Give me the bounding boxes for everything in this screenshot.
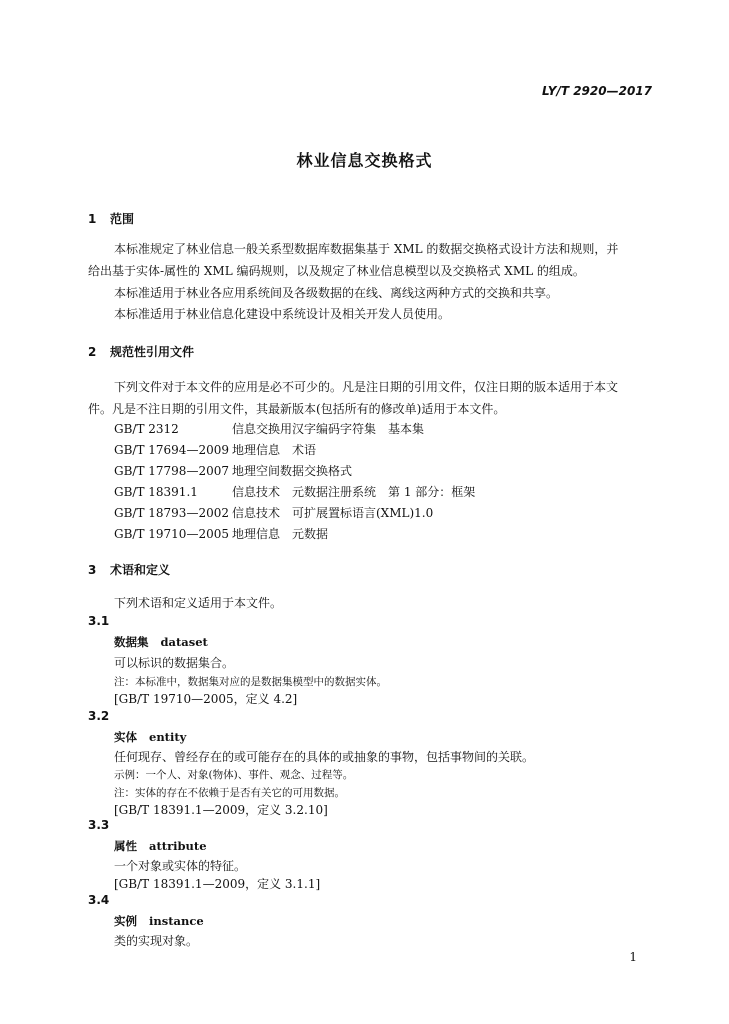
term-definition: 类的实现对象。 xyxy=(114,934,199,948)
reference-title: 地理空间数据交换格式 xyxy=(232,464,353,478)
reference-code: GB/T 19710—2005 xyxy=(114,527,229,541)
reference-code: GB/T 17694—2009 xyxy=(114,443,229,457)
term-number: 3.1 xyxy=(88,614,110,628)
reference-item xyxy=(114,462,352,479)
term-source: [GB/T 18391.1—2009，定义 3.2.10] xyxy=(114,803,328,817)
term-en: attribute xyxy=(149,839,207,853)
reference-code: GB/T 2312 xyxy=(114,422,179,436)
term-en: dataset xyxy=(160,635,208,649)
term-definition: 任何现存、曾经存在的或可能存在的具体的或抽象的事物，包括事物间的关联。 xyxy=(114,750,535,764)
section-number: 2 xyxy=(88,345,97,359)
section-title: 术语和定义 xyxy=(110,563,171,577)
section-1-heading xyxy=(88,210,134,227)
section-number: 3 xyxy=(88,563,97,577)
reference-title: 地理信息 元数据 xyxy=(232,527,329,541)
section-2-heading xyxy=(88,343,194,360)
reference-item xyxy=(114,441,316,458)
paragraph-line: 下列文件对于本文件的应用是必不可少的。凡是注日期的引用文件，仅注日期的版本适用于本文 xyxy=(114,380,619,394)
term-en: entity xyxy=(149,730,187,744)
paragraph-line: 本标准规定了林业信息一般关系型数据库数据集基于 XML 的数据交换格式设计方法和规则，并 xyxy=(114,242,619,256)
reference-title: 信息技术 可扩展置标语言(XML)1.0 xyxy=(232,506,434,520)
term-zh: 实例 xyxy=(114,914,137,928)
term-zh: 实体 xyxy=(114,730,137,744)
term-number: 3.2 xyxy=(88,709,110,723)
page-number: 1 xyxy=(629,950,637,964)
reference-title: 信息技术 元数据注册系统 第 1 部分：框架 xyxy=(232,485,476,499)
section-3-heading xyxy=(88,561,170,578)
reference-item xyxy=(114,504,433,521)
reference-title: 地理信息 术语 xyxy=(232,443,317,457)
paragraph: 本标准适用于林业各应用系统间及各级数据的在线、离线这两种方式的交换和共享。 xyxy=(114,286,559,300)
term-number: 3.3 xyxy=(88,818,110,832)
reference-title: 信息交换用汉字编码字符集 基本集 xyxy=(232,422,425,436)
term-zh: 数据集 xyxy=(114,635,149,649)
standard-code: LY/T 2920—2017 xyxy=(541,84,652,98)
reference-code: GB/T 18391.1 xyxy=(114,485,198,499)
section-number: 1 xyxy=(88,212,97,226)
reference-code: GB/T 18793—2002 xyxy=(114,506,229,520)
term-zh: 属性 xyxy=(114,839,137,853)
paragraph: 下列术语和定义适用于本文件。 xyxy=(114,596,283,610)
term-en: instance xyxy=(149,914,204,928)
term-heading xyxy=(114,729,186,745)
term-note: 注：实体的存在不依赖于是否有关它的可用数据。 xyxy=(114,787,345,799)
term-note: 注：本标准中，数据集对应的是数据集模型中的数据实体。 xyxy=(114,676,387,688)
reference-code: GB/T 17798—2007 xyxy=(114,464,229,478)
term-source: [GB/T 19710—2005，定义 4.2] xyxy=(114,692,298,706)
term-definition: 可以标识的数据集合。 xyxy=(114,656,235,670)
term-heading xyxy=(114,838,207,854)
term-example: 示例：一个人、对象(物体)、事件、观念、过程等。 xyxy=(114,769,354,781)
reference-item xyxy=(114,420,424,437)
term-heading xyxy=(114,634,208,650)
section-title: 规范性引用文件 xyxy=(110,345,195,359)
paragraph-line: 给出基于实体-属性的 XML 编码规则，以及规定了林业信息模型以及交换格式 XML 的组成。 xyxy=(88,264,585,278)
term-number: 3.4 xyxy=(88,893,110,907)
reference-item xyxy=(114,483,475,500)
section-title: 范围 xyxy=(110,212,135,226)
paragraph: 本标准适用于林业信息化建设中系统设计及相关开发人员使用。 xyxy=(114,307,451,321)
term-definition: 一个对象或实体的特征。 xyxy=(114,859,247,873)
term-heading xyxy=(114,913,204,929)
document-title: 林业信息交换格式 xyxy=(296,151,433,170)
term-source: [GB/T 18391.1—2009，定义 3.1.1] xyxy=(114,877,321,891)
reference-item xyxy=(114,525,328,542)
paragraph-line: 件。凡是不注日期的引用文件，其最新版本(包括所有的修改单)适用于本文件。 xyxy=(88,402,506,416)
